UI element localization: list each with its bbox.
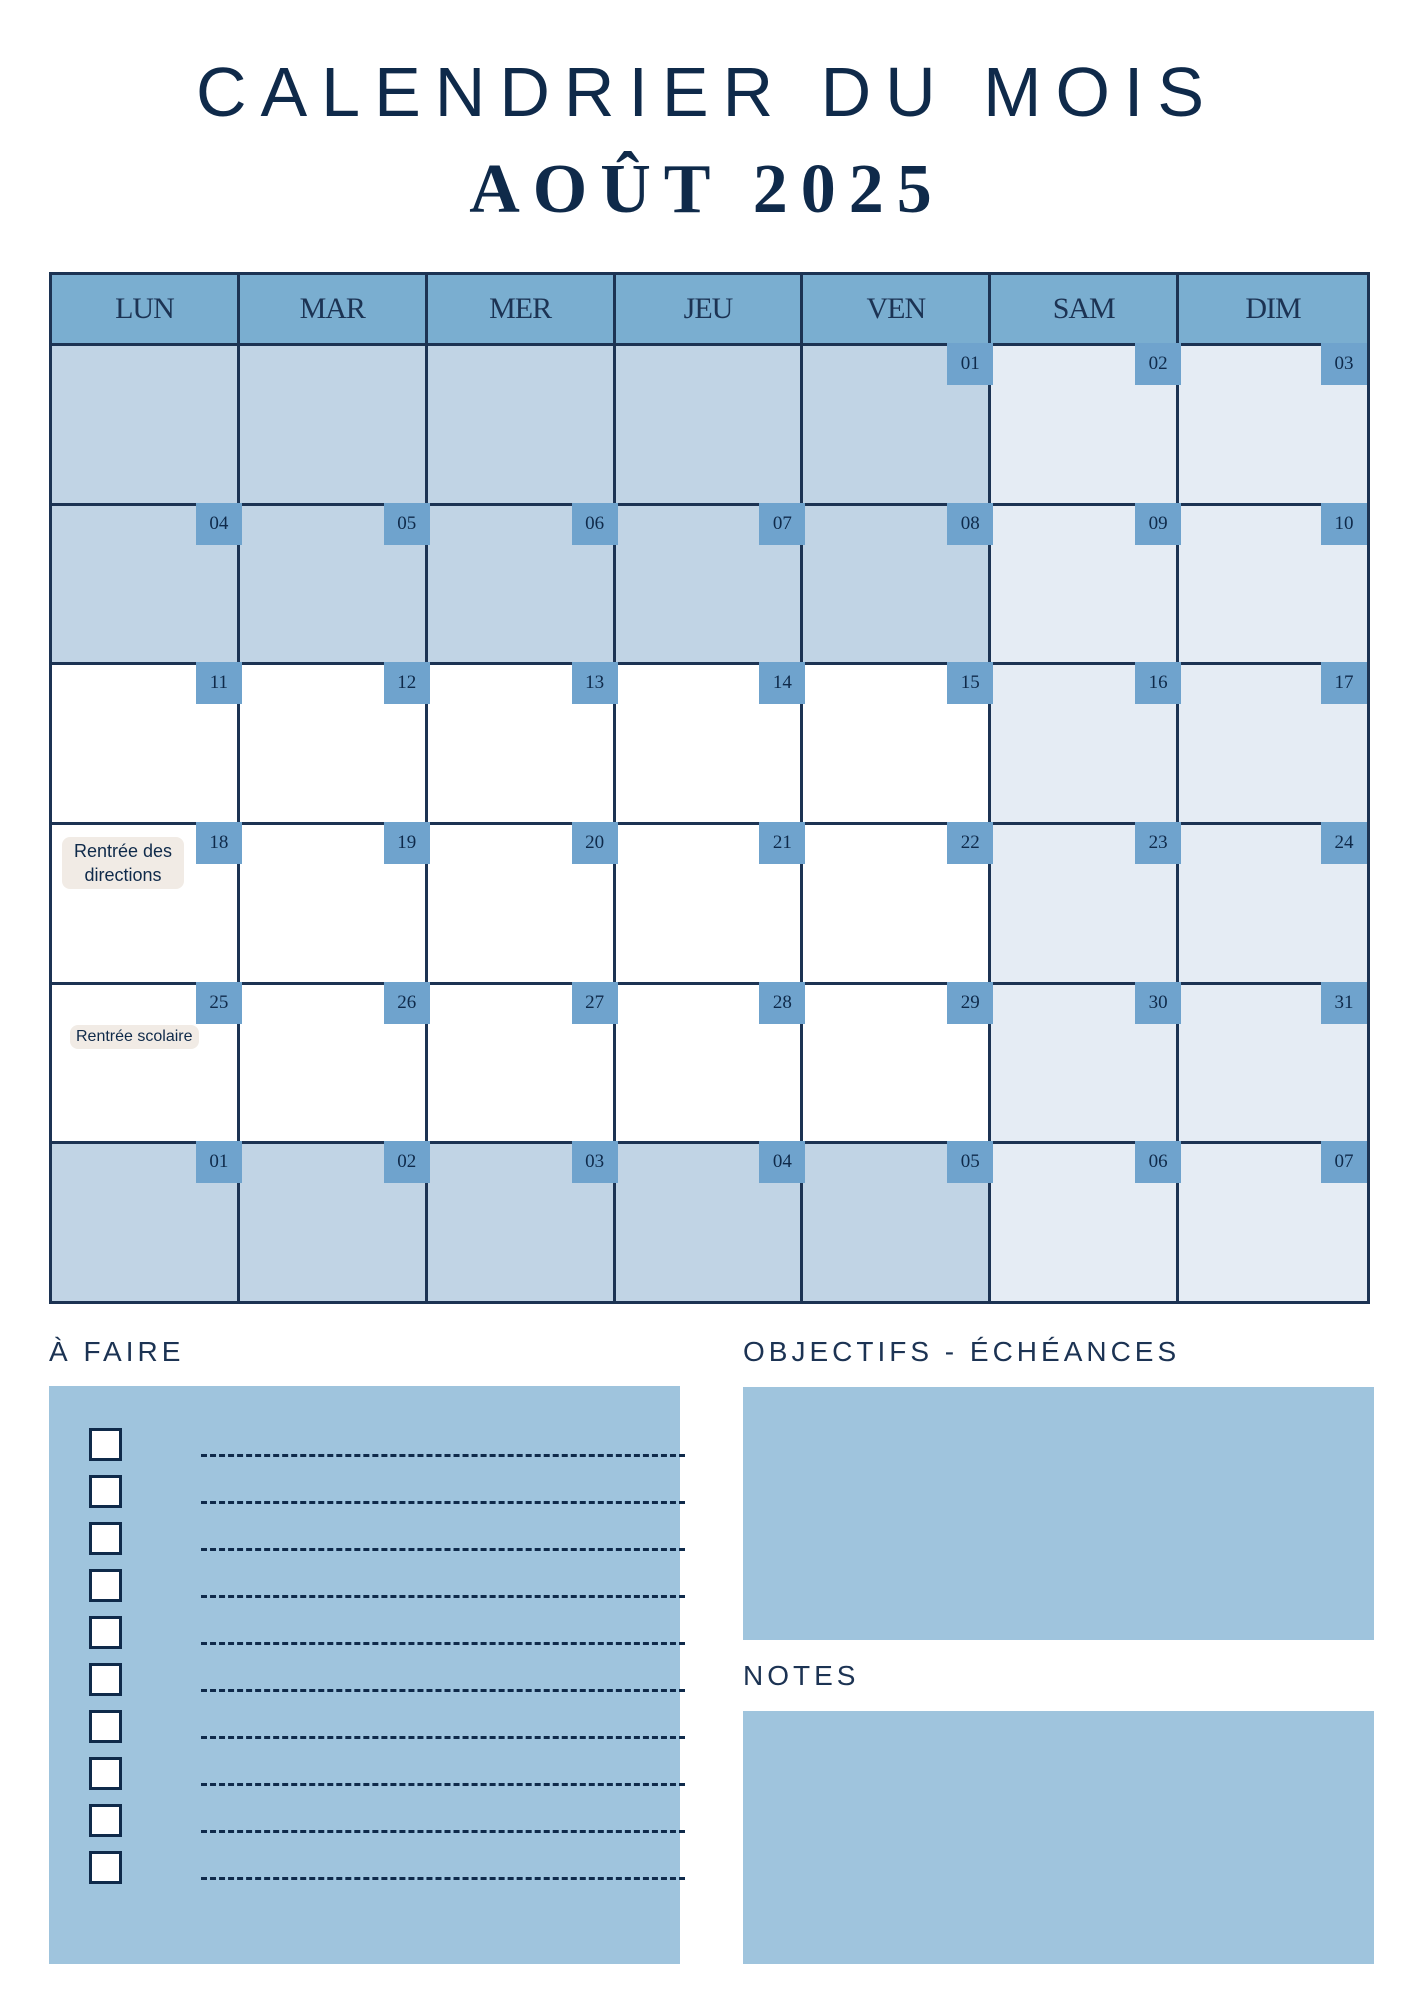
day-number: 04 — [759, 1141, 805, 1183]
day-number: 24 — [1321, 822, 1367, 864]
page-title: CALENDRIER DU MOIS — [195, 53, 1219, 131]
calendar-day-cell[interactable] — [1179, 662, 1367, 822]
notes-title: NOTES — [743, 1660, 860, 1691]
calendar-day-cell[interactable] — [991, 822, 1179, 982]
event-tag[interactable]: Rentrée scolaire — [70, 1025, 199, 1049]
calendar-day-cell[interactable] — [803, 822, 991, 982]
day-number: 06 — [1135, 1141, 1181, 1183]
calendar-day-cell[interactable] — [616, 1141, 804, 1301]
objectives-title: OBJECTIFS - ÉCHÉANCES — [743, 1336, 1181, 1367]
day-number: 19 — [384, 822, 430, 864]
todo-write-line[interactable] — [201, 1877, 685, 1880]
weekday-header — [49, 272, 1370, 346]
day-number: 07 — [759, 503, 805, 545]
calendar-day-cell[interactable] — [240, 982, 428, 1142]
todo-write-line[interactable] — [201, 1595, 685, 1598]
calendar-day-cell[interactable] — [1179, 982, 1367, 1142]
calendar-day-cell[interactable] — [1179, 503, 1367, 663]
day-number: 03 — [1321, 343, 1367, 385]
day-number: 15 — [947, 662, 993, 704]
day-number: 20 — [572, 822, 618, 864]
weekday-label: MER — [428, 275, 616, 343]
calendar-day-cell[interactable] — [52, 343, 240, 503]
calendar-day-cell[interactable] — [616, 503, 804, 663]
day-number: 29 — [947, 982, 993, 1024]
day-number: 14 — [759, 662, 805, 704]
todo-write-line[interactable] — [201, 1830, 685, 1833]
calendar-grid — [49, 343, 1370, 1304]
calendar-day-cell[interactable] — [240, 662, 428, 822]
todo-checkbox[interactable] — [89, 1804, 122, 1837]
day-number: 11 — [196, 662, 242, 704]
todo-item — [89, 1663, 649, 1695]
day-number: 17 — [1321, 662, 1367, 704]
todo-checkbox[interactable] — [89, 1710, 122, 1743]
calendar-day-cell[interactable] — [428, 662, 616, 822]
weekday-label: DIM — [1245, 292, 1301, 325]
calendar-day-cell[interactable] — [428, 982, 616, 1142]
calendar-day-cell[interactable] — [428, 343, 616, 503]
todo-checkbox[interactable] — [89, 1663, 122, 1696]
calendar-day-cell[interactable] — [428, 822, 616, 982]
calendar-day-cell[interactable] — [52, 982, 240, 1142]
day-number: 26 — [384, 982, 430, 1024]
weekday-label: LUN — [52, 275, 240, 343]
day-number: 04 — [196, 503, 242, 545]
day-number: 07 — [1321, 1141, 1367, 1183]
todo-item — [89, 1569, 649, 1601]
todo-panel — [49, 1386, 680, 1964]
todo-title: À FAIRE — [49, 1336, 185, 1367]
day-number: 06 — [572, 503, 618, 545]
todo-checkbox[interactable] — [89, 1475, 122, 1508]
day-number: 30 — [1135, 982, 1181, 1024]
calendar-day-cell[interactable] — [240, 503, 428, 663]
todo-checkbox[interactable] — [89, 1569, 122, 1602]
todo-item — [89, 1522, 649, 1554]
calendar-day-cell[interactable] — [52, 503, 240, 663]
calendar-day-cell[interactable] — [616, 822, 804, 982]
calendar-day-cell[interactable] — [1179, 1141, 1367, 1301]
calendar-day-cell[interactable] — [991, 662, 1179, 822]
day-number: 09 — [1135, 503, 1181, 545]
todo-write-line[interactable] — [201, 1548, 685, 1551]
weekday-label: VEN — [803, 275, 991, 343]
todo-item — [89, 1710, 649, 1742]
event-tag[interactable]: Rentrée des directions — [62, 837, 184, 889]
calendar-day-cell[interactable] — [428, 503, 616, 663]
todo-checkbox[interactable] — [89, 1522, 122, 1555]
calendar-day-cell[interactable] — [240, 822, 428, 982]
objectives-panel[interactable] — [743, 1387, 1374, 1640]
day-number: 01 — [947, 343, 993, 385]
calendar-day-cell[interactable] — [1179, 822, 1367, 982]
day-number: 27 — [572, 982, 618, 1024]
day-number: 01 — [196, 1141, 242, 1183]
todo-checkbox[interactable] — [89, 1616, 122, 1649]
todo-write-line[interactable] — [201, 1454, 685, 1457]
calendar-day-cell[interactable] — [803, 1141, 991, 1301]
todo-checkbox[interactable] — [89, 1428, 122, 1461]
day-number: 02 — [384, 1141, 430, 1183]
todo-write-line[interactable] — [201, 1501, 685, 1504]
day-number: 12 — [384, 662, 430, 704]
calendar-day-cell[interactable] — [803, 343, 991, 503]
todo-write-line[interactable] — [201, 1642, 685, 1645]
day-number: 05 — [947, 1141, 993, 1183]
day-number: 08 — [947, 503, 993, 545]
calendar-day-cell[interactable] — [991, 982, 1179, 1142]
todo-checkbox[interactable] — [89, 1851, 122, 1884]
day-number: 31 — [1321, 982, 1367, 1024]
day-number: 10 — [1321, 503, 1367, 545]
day-number: 25 — [196, 982, 242, 1024]
day-number: 23 — [1135, 822, 1181, 864]
calendar-day-cell[interactable] — [240, 1141, 428, 1301]
calendar-day-cell[interactable] — [616, 662, 804, 822]
day-number: 18 — [196, 822, 242, 864]
todo-write-line[interactable] — [201, 1783, 685, 1786]
calendar-day-cell[interactable] — [616, 343, 804, 503]
todo-item — [89, 1804, 649, 1836]
calendar-day-cell[interactable] — [616, 982, 804, 1142]
weekday-label: JEU — [616, 275, 804, 343]
calendar-day-cell[interactable] — [52, 822, 240, 982]
day-number: 16 — [1135, 662, 1181, 704]
calendar-day-cell[interactable] — [803, 662, 991, 822]
day-number: 02 — [1135, 343, 1181, 385]
todo-item — [89, 1475, 649, 1507]
weekday-label: MAR — [240, 275, 428, 343]
calendar-day-cell[interactable] — [52, 1141, 240, 1301]
calendar-day-cell[interactable] — [991, 343, 1179, 503]
day-number: 03 — [572, 1141, 618, 1183]
month-calendar — [49, 272, 1370, 1304]
calendar-day-cell[interactable] — [803, 503, 991, 663]
day-number: 13 — [572, 662, 618, 704]
calendar-day-cell[interactable] — [991, 503, 1179, 663]
day-number: 22 — [947, 822, 993, 864]
todo-write-line[interactable] — [201, 1736, 685, 1739]
todo-item — [89, 1757, 649, 1789]
calendar-day-cell[interactable] — [803, 982, 991, 1142]
calendar-day-cell[interactable] — [991, 1141, 1179, 1301]
month-title: AOÛT 2025 — [469, 151, 945, 228]
day-number: 05 — [384, 503, 430, 545]
calendar-day-cell[interactable] — [428, 1141, 616, 1301]
todo-write-line[interactable] — [201, 1689, 685, 1692]
calendar-day-cell[interactable] — [240, 343, 428, 503]
day-number: 21 — [759, 822, 805, 864]
todo-checkbox[interactable] — [89, 1757, 122, 1790]
calendar-day-cell[interactable] — [1179, 343, 1367, 503]
day-number: 28 — [759, 982, 805, 1024]
todo-item — [89, 1428, 649, 1460]
notes-panel[interactable] — [743, 1711, 1374, 1964]
calendar-day-cell[interactable] — [52, 662, 240, 822]
todo-item — [89, 1616, 649, 1648]
todo-item — [89, 1851, 649, 1883]
weekday-label: SAM — [991, 275, 1179, 343]
